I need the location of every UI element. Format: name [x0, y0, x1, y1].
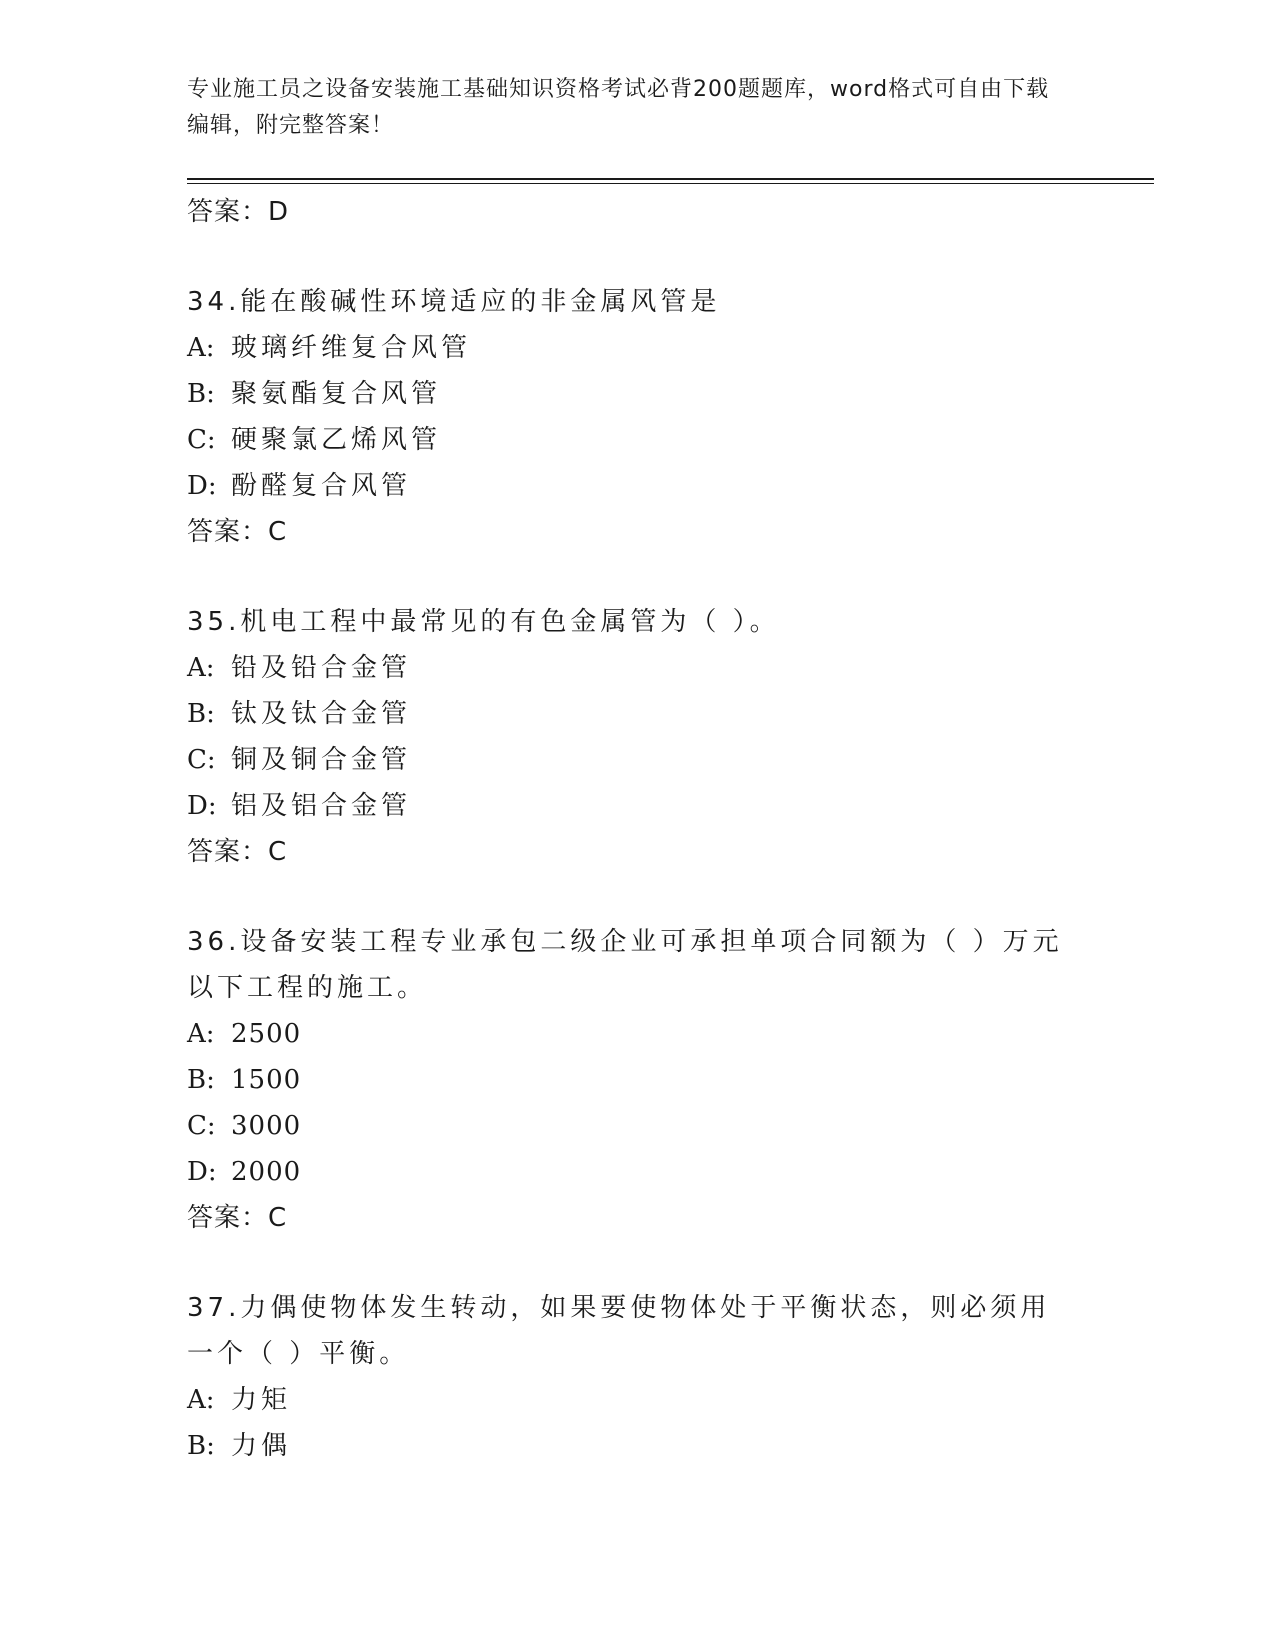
option-text: 聚氨酯复合风管 [231, 379, 442, 409]
option-letter: C: [187, 745, 216, 775]
option-letter: D: [187, 1157, 217, 1187]
option-text: 力偶 [231, 1431, 292, 1461]
option-text: 铝及铝合金管 [231, 791, 412, 821]
question-answer: 答案：C [187, 1203, 288, 1233]
option-text: 2500 [231, 1019, 302, 1049]
option-letter: C: [187, 1111, 216, 1141]
option-b [187, 691, 1067, 737]
option-c [187, 1103, 1067, 1149]
document-title: 专业施工员之设备安装施工基础知识资格考试必背200题题库，word格式可自由下载编辑，附完整答案！ [187, 77, 1050, 138]
option-b [187, 371, 1067, 417]
option-letter: A: [187, 653, 215, 683]
option-d [187, 463, 1067, 509]
option-a [187, 645, 1067, 691]
option-letter: D: [187, 791, 217, 821]
question-stem: 37.力偶使物体发生转动，如果要使物体处于平衡状态，则必须用一个（ ）平衡。 [187, 1293, 1051, 1369]
option-letter: B: [187, 1431, 215, 1461]
option-text: 2000 [231, 1157, 302, 1187]
header-divider-thick [187, 178, 1154, 180]
option-letter: D: [187, 471, 217, 501]
option-letter: A: [187, 1385, 215, 1415]
option-c [187, 417, 1067, 463]
option-d [187, 783, 1067, 829]
question-34 [187, 279, 1067, 555]
previous-answer: 答案：D [187, 197, 290, 227]
option-a [187, 1377, 1067, 1423]
option-text: 力矩 [231, 1385, 292, 1415]
question-36 [187, 919, 1067, 1241]
option-letter: C: [187, 425, 216, 455]
option-letter: A: [187, 1019, 215, 1049]
option-text: 钛及钛合金管 [231, 699, 412, 729]
question-stem: 35.机电工程中最常见的有色金属管为（ ）。 [187, 607, 780, 637]
option-text: 酚醛复合风管 [231, 471, 412, 501]
question-37 [187, 1285, 1067, 1469]
option-b [187, 1423, 1067, 1469]
option-text: 硬聚氯乙烯风管 [231, 425, 442, 455]
question-list [187, 189, 1067, 1469]
header-divider-thin [187, 183, 1154, 184]
option-a [187, 1011, 1067, 1057]
option-letter: B: [187, 1065, 215, 1095]
option-c [187, 737, 1067, 783]
question-stem: 36.设备安装工程专业承包二级企业可承担单项合同额为（ ）万元以下工程的施工。 [187, 927, 1063, 1003]
option-letter: B: [187, 699, 215, 729]
question-35 [187, 599, 1067, 875]
option-d [187, 1149, 1067, 1195]
option-text: 玻璃纤维复合风管 [231, 333, 472, 363]
option-letter: A: [187, 333, 215, 363]
option-a [187, 325, 1067, 371]
option-text: 1500 [231, 1065, 302, 1095]
option-text: 铜及铜合金管 [231, 745, 412, 775]
question-stem: 34.能在酸碱性环境适应的非金属风管是 [187, 287, 721, 317]
question-answer: 答案：C [187, 837, 288, 867]
option-b [187, 1057, 1067, 1103]
question-answer: 答案：C [187, 517, 288, 547]
option-letter: B: [187, 379, 215, 409]
option-text: 3000 [231, 1111, 302, 1141]
option-text: 铅及铅合金管 [231, 653, 412, 683]
